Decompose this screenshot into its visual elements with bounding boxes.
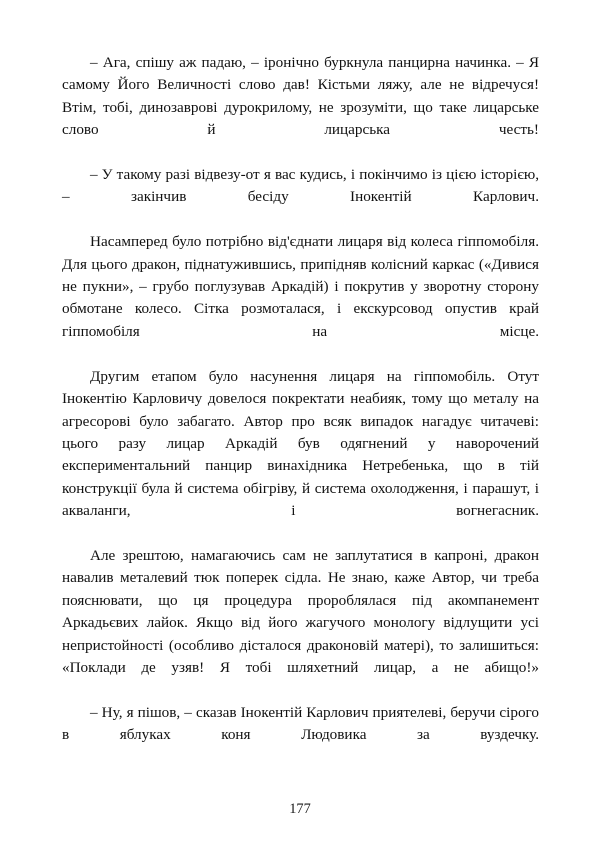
page-number: 177 <box>289 801 311 817</box>
paragraph: – Ну, я пішов, – сказав Інокентій Карлович приятелеві, беручи сірого в яблуках коня Людовика за вуздечку. <box>62 703 539 744</box>
page-body-text <box>62 52 539 769</box>
paragraph: – Ага, спішу аж падаю, – іронічно буркнула панцирна начинка. – Я самому Його Величності слово дав! Кістьми ляжу, але не відречуся! Втім, тобі, динозаврові дурокрилому, не зрозуміти, що таке лицарське слово й лицарська честь! <box>62 54 539 139</box>
paragraph: Насамперед було потрібно від'єднати лицаря від колеса гіппомобіля. Для цього дракон, піднатужившись, припідняв колісний каркас («Дивися не пукни», – грубо поглузував Аркадій) і покрутив у зворотну сторону обмотане колесо. Сітка розмоталася, і екскурсовод опустив край гіппомобіля на місце. <box>62 233 539 340</box>
paragraph: – У такому разі відвезу-от я вас кудись, і покінчимо із цією історією, – закінчив бесіду Інокентій Карлович. <box>62 166 539 206</box>
paragraph: Але зрештою, намагаючись сам не заплутатися в капроні, дракон навалив металевий тюк поперек сідла. Не знаю, каже Автор, чи треба пояснювати, що ця процедура пророблялася під акомпанемент Аркадьєвих лайок. Якщо від його жагучого монологу відлущити усі непристойності (особливо дісталося драконовій матері), то залишиться: «Поклади де узяв! Я тобі шляхетний лицар, а не абищо!» <box>62 546 539 676</box>
paragraph: Другим етапом було насунення лицаря на гіппомобіль. Отут Інокентію Карловичу довелося покректати неабияк, тому що металу на агресорові було забагато. Автор про всяк випадок нагадує читачеві: цього разу лицар Аркадій був одягнений у наворочений експериментальний панцир винахідника Нетребенька, що в тій конструкції була й система обігріву, й система охолодження, і парашут, і акваланги, і вогнегасник. <box>62 367 539 520</box>
